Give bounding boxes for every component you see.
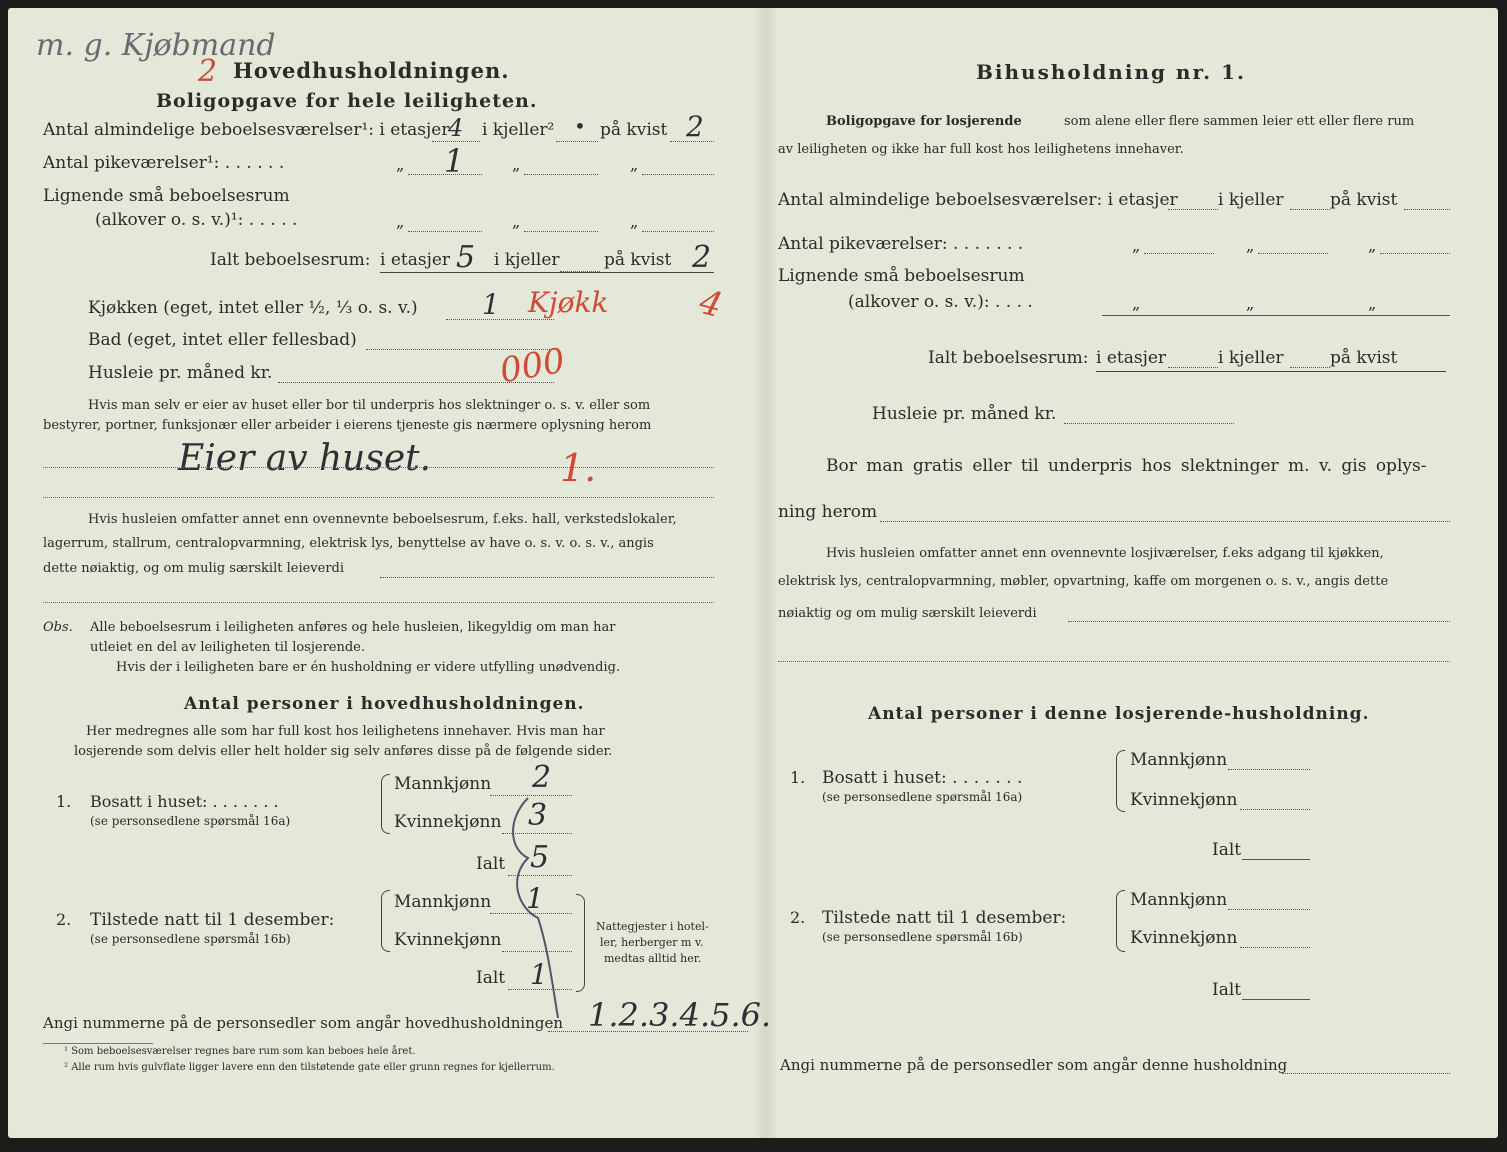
small-rooms-label: Lignende små beboelsesrum [43, 186, 290, 206]
field-line [43, 601, 714, 603]
r-persons-title: Antal personer i denne losjerende-husholdning. [868, 704, 1370, 724]
field-line [642, 173, 714, 175]
field-line [1242, 858, 1310, 860]
field-line [1240, 808, 1310, 810]
resident-sub: (se personsedlene spørsmål 16a) [90, 814, 291, 828]
right-title: Bihusholdning nr. 1. [976, 60, 1246, 84]
field-line [642, 230, 714, 232]
rooms-kvist-value: 2 [686, 110, 704, 143]
page-fold [756, 8, 776, 1138]
r-sheet-numbers-label: Angi nummerne på de personsedler som angår denne husholdning [780, 1056, 1288, 1074]
obs-text-2: utleiet en del av leiligheten til losjerende. [90, 640, 365, 655]
rooms-kjeller-value: • [574, 114, 586, 138]
rooms-etasjer-value: 4 [448, 114, 464, 142]
total-etasjer-value: 5 [456, 240, 476, 275]
field-line [43, 496, 714, 498]
resident-num: 1. [56, 792, 72, 811]
left-subtitle: Boligopgave for hele leiligheten. [156, 90, 538, 112]
present-label: Tilstede natt til 1 desember: [90, 910, 335, 930]
right-intro-2: av leiligheten og ikke har full kost hos leilighetens innehaver. [778, 142, 1184, 157]
kitchen-label: Kjøkken (eget, intet eller ½, ⅓ o. s. v.) [88, 298, 418, 318]
field-line [1064, 422, 1234, 424]
right-intro-1: som alene eller flere sammen leier ett eller flere rum [1064, 114, 1415, 129]
field-line [1102, 314, 1450, 316]
alcoves-label: (alkover o. s. v.)¹: . . . . . [95, 210, 298, 230]
rent-includes-2: lagerrum, stallrum, centralopvarmning, elektrisk lys, benyttelse av have o. s. v. o. s. v., angis [43, 536, 654, 551]
total-kvist-label: på kvist [604, 250, 672, 270]
present-male-value: 1 [526, 882, 544, 915]
total-rooms-label: Ialt beboelsesrum: [210, 250, 371, 270]
bracket [1116, 750, 1125, 812]
field-line [778, 660, 1450, 662]
r-free-housing-2: ning herom [778, 502, 878, 522]
r-kvist-label: på kvist [1330, 348, 1398, 368]
handwritten-red-number: 2 [198, 54, 218, 89]
r-rent-includes-1: Hvis husleien omfatter annet enn ovennevnte losjiværelser, f.eks adgang til kjøkken, [826, 546, 1384, 561]
r-small-rooms-label: Lignende små beboelsesrum [778, 266, 1025, 286]
quote-mark: „ [1132, 236, 1141, 255]
field-line [1240, 946, 1310, 948]
rent-red-value: 000 [497, 340, 568, 392]
handwritten-stroke [498, 788, 598, 1028]
persons-note-2: losjerende som delvis eller helt holder sig selv anføres disse på de følgende sider. [74, 744, 613, 759]
field-line [1228, 908, 1310, 910]
r-rent-includes-3: nøiaktig og om mulig særskilt leieverdi [778, 606, 1037, 621]
resident-male-value: 2 [532, 760, 552, 795]
bracket [381, 774, 390, 834]
r-rooms-label: Antal almindelige beboelsesværelser: i etasjer [778, 190, 1178, 210]
quote-mark: „ [1132, 294, 1141, 313]
rooms-label: Antal almindelige beboelsesværelser¹: i etasjer [43, 120, 450, 140]
right-intro-bold: Boligopgave for losjerende [826, 114, 1022, 129]
r-present-label: Tilstede natt til 1 desember: [822, 908, 1067, 928]
footnote-rule [43, 1042, 153, 1044]
kvist-label: på kvist [600, 120, 668, 140]
r-kjeller-label: i kjeller [1218, 190, 1284, 210]
kjeller-label: i kjeller² [482, 120, 555, 140]
resident-total-value: 5 [530, 840, 550, 875]
r-alcoves-label: (alkover o. s. v.): . . . . [848, 292, 1033, 312]
total-etasjer-label: i etasjer [380, 250, 451, 270]
field-line [1290, 208, 1330, 210]
quote-mark: „ [396, 155, 405, 174]
r-kjeller-label: i kjeller [1218, 348, 1284, 368]
total-label: Ialt [476, 968, 506, 988]
field-line [380, 576, 714, 578]
r-total-label: Ialt [1212, 840, 1242, 860]
present-sub: (se personsedlene spørsmål 16b) [90, 932, 291, 946]
r-total-etasjer-label: i etasjer [1096, 348, 1167, 368]
guests-note-2: ler, herberger m v. [600, 936, 704, 949]
total-label: Ialt [476, 854, 506, 874]
r-resident-label: Bosatt i huset: . . . . . . . [822, 768, 1023, 788]
quote-mark: „ [1368, 236, 1377, 255]
field-line [1282, 1072, 1450, 1074]
obs-text-3: Hvis der i leiligheten bare er én husholdning er videre utfylling unødvendig. [116, 660, 621, 675]
footnote-1: ¹ Som beboelsesværelser regnes bare rum som kan beboes hele året. [64, 1046, 416, 1057]
total-kjeller-label: i kjeller [494, 250, 560, 270]
r-present-num: 2. [790, 908, 806, 927]
obs-label: Obs. [43, 620, 73, 635]
female-label: Kvinnekjønn [394, 812, 502, 832]
obs-text-1: Alle beboelsesrum i leiligheten anføres og hele husleien, likegyldig om man har [90, 620, 616, 635]
field-line [1290, 366, 1330, 368]
r-free-housing-1: Bor man gratis eller til underpris hos slektninger m. v. gis oplys- [826, 456, 1427, 476]
bracket [1116, 890, 1125, 952]
maid-rooms-label: Antal pikeværelser¹: . . . . . . [43, 153, 285, 173]
field-line [1228, 768, 1310, 770]
male-label: Mannkjønn [394, 892, 492, 912]
r-rent-includes-2: elektrisk lys, centralopvarmning, møbler, opvartning, kaffe om morgenen o. s. v., angis dette [778, 574, 1389, 589]
guests-note-1: Nattegjester i hotel- [596, 920, 709, 933]
r-total-rooms-label: Ialt beboelsesrum: [928, 348, 1089, 368]
r-male-label: Mannkjønn [1130, 750, 1228, 770]
r-female-label: Kvinnekjønn [1130, 928, 1238, 948]
field-line [43, 466, 714, 468]
sheet-numbers-label: Angi nummerne på de personsedler som angår hovedhusholdningen [43, 1014, 563, 1032]
field-line [880, 520, 1450, 522]
owner-red-note: 1. [560, 446, 597, 490]
rent-label: Husleie pr. måned kr. [88, 363, 273, 383]
sheet-numbers-value: 1.2.3.4.5.6. [588, 996, 772, 1034]
red-total-mark: 4 [695, 281, 727, 327]
field-line [1168, 208, 1218, 210]
maid-rooms-value: 1 [444, 142, 465, 180]
r-resident-num: 1. [790, 768, 806, 787]
owner-handwritten: Eier av huset. [178, 438, 432, 479]
present-total-value: 1 [530, 958, 548, 991]
r-rent-label: Husleie pr. måned kr. [872, 404, 1057, 424]
r-kvist-label: på kvist [1330, 190, 1398, 210]
quote-mark: „ [512, 212, 521, 231]
owner-instructions-1: Hvis man selv er eier av huset eller bor til underpris hos slektninger o. s. v. eller som [88, 398, 651, 413]
rent-includes-3: dette nøiaktig, og om mulig særskilt leieverdi [43, 561, 345, 576]
field-line [1144, 252, 1214, 254]
female-label: Kvinnekjønn [394, 930, 502, 950]
quote-mark: „ [630, 212, 639, 231]
field-line [548, 1030, 748, 1032]
field-line [408, 230, 482, 232]
rent-includes-1: Hvis husleien omfatter annet enn ovennevnte beboelsesrum, f.eks. hall, verkstedslokaler, [88, 512, 677, 527]
quote-mark: „ [396, 212, 405, 231]
persons-note-1: Her medregnes alle som har full kost hos leilighetens innehaver. Hvis man har [86, 724, 605, 739]
total-kvist-value: 2 [692, 240, 712, 275]
field-line [556, 140, 598, 142]
field-line [1168, 366, 1218, 368]
kitchen-value: 1 [482, 288, 500, 321]
total-underline [380, 271, 714, 273]
r-present-sub: (se personsedlene spørsmål 16b) [822, 930, 1023, 944]
r-total-label: Ialt [1212, 980, 1242, 1000]
left-title: Hovedhusholdningen. [233, 58, 510, 83]
census-form-sheet [8, 8, 1498, 1138]
field-line [1380, 252, 1450, 254]
bath-label: Bad (eget, intet eller fellesbad) [88, 330, 357, 350]
field-line [1242, 998, 1310, 1000]
resident-female-value: 3 [528, 798, 548, 833]
field-line [1068, 620, 1450, 622]
quote-mark: „ [1246, 236, 1255, 255]
field-line [524, 230, 598, 232]
resident-label: Bosatt i huset: . . . . . . . [90, 792, 279, 811]
field-line [524, 173, 598, 175]
r-male-label: Mannkjønn [1130, 890, 1228, 910]
quote-mark: „ [630, 155, 639, 174]
footnote-2: ² Alle rum hvis gulvflate ligger lavere enn den tilstøtende gate eller grunn regnes for kjellerrum. [64, 1062, 555, 1073]
quote-mark: „ [512, 155, 521, 174]
guests-note-3: medtas alltid her. [604, 952, 702, 965]
r-resident-sub: (se personsedlene spørsmål 16a) [822, 790, 1023, 804]
bracket [381, 890, 390, 952]
r-female-label: Kvinnekjønn [1130, 790, 1238, 810]
persons-title: Antal personer i hovedhusholdningen. [184, 694, 585, 714]
quote-mark: „ [1368, 294, 1377, 313]
kitchen-red-note: Kjøkk [528, 286, 609, 319]
r-maid-rooms-label: Antal pikeværelser: . . . . . . . [778, 234, 1024, 254]
field-line [1258, 252, 1328, 254]
total-underline [1096, 370, 1446, 372]
quote-mark: „ [1246, 294, 1255, 313]
present-num: 2. [56, 910, 72, 929]
field-line [1404, 208, 1450, 210]
male-label: Mannkjønn [394, 774, 492, 794]
owner-instructions-2: bestyrer, portner, funksjonær eller arbeider i eierens tjeneste gis nærmere oplysning herom [43, 418, 652, 433]
handwritten-occupation: m. g. Kjøbmand [36, 28, 276, 63]
